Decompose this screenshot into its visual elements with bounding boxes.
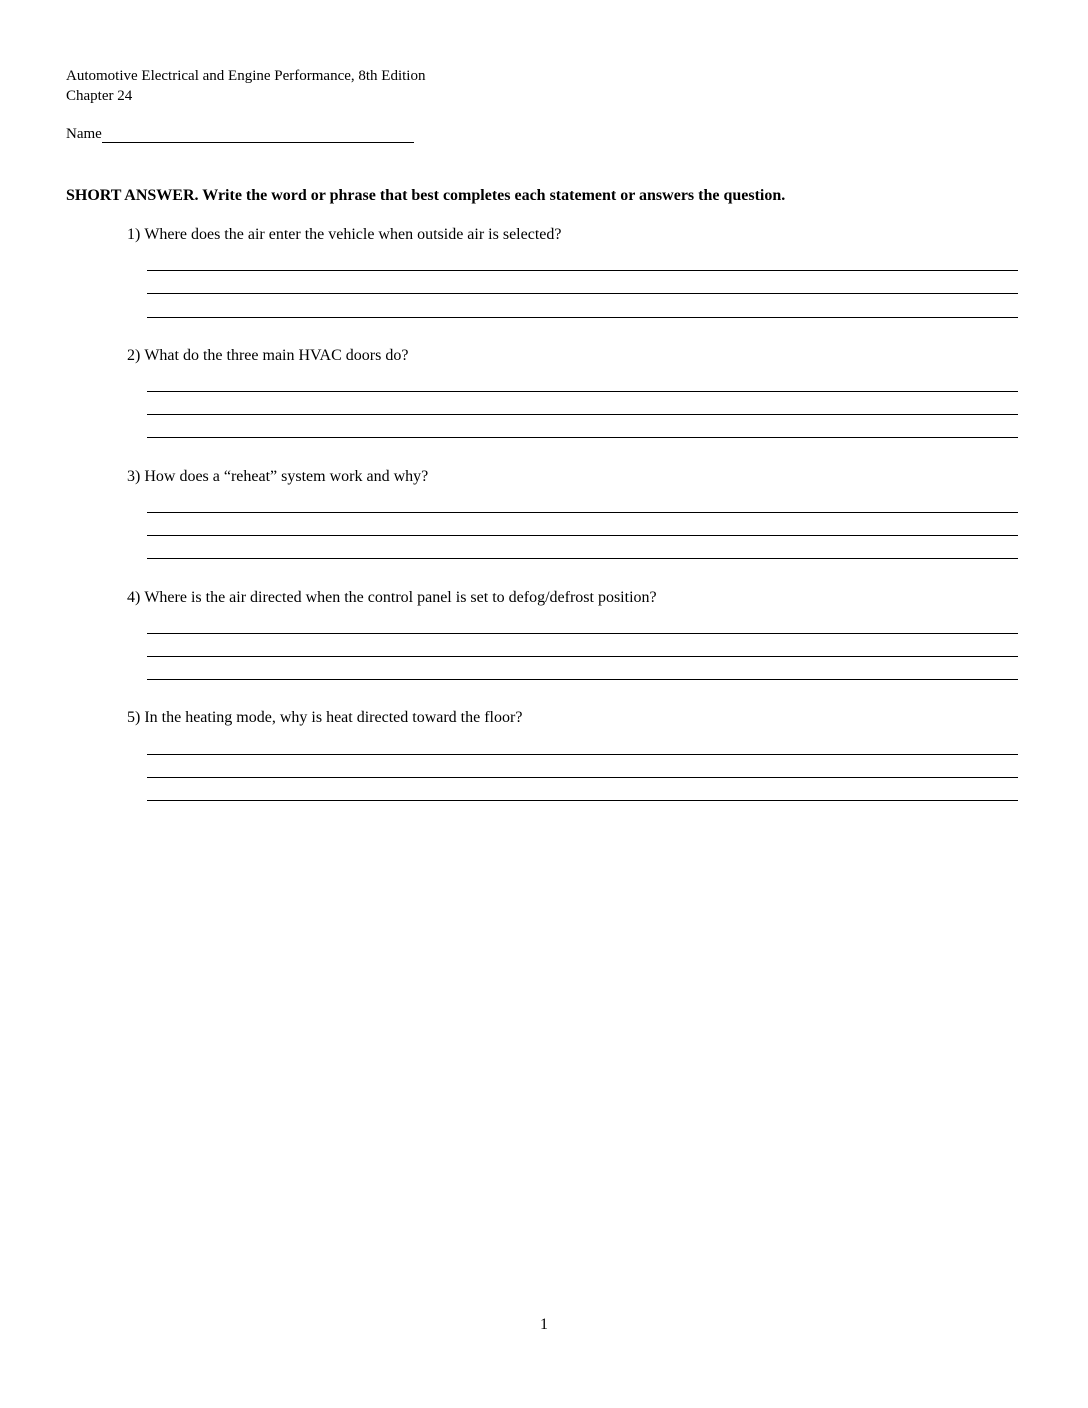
question-2 <box>127 346 408 366</box>
question-number: 3) <box>127 468 141 485</box>
book-title: Automotive Electrical and Engine Performance, 8th Edition <box>66 68 426 84</box>
question-text: What do the three main HVAC doors do? <box>144 347 409 364</box>
answer-line[interactable] <box>147 558 1018 559</box>
answer-line[interactable] <box>147 656 1018 657</box>
question-text: Where is the air directed when the control panel is set to defog/defrost position? <box>144 589 657 606</box>
name-blank-line[interactable] <box>102 126 414 143</box>
answer-line[interactable] <box>147 414 1018 415</box>
question-5 <box>127 708 522 728</box>
answer-line[interactable] <box>147 293 1018 294</box>
question-1 <box>127 225 561 245</box>
answer-line[interactable] <box>147 317 1018 318</box>
answer-line[interactable] <box>147 679 1018 680</box>
answer-line[interactable] <box>147 633 1018 634</box>
question-text: In the heating mode, why is heat directed toward the floor? <box>144 709 523 726</box>
answer-line[interactable] <box>147 535 1018 536</box>
question-text: How does a “reheat” system work and why? <box>144 468 429 485</box>
question-number: 1) <box>127 226 141 243</box>
question-number: 2) <box>127 347 141 364</box>
instructions: SHORT ANSWER. Write the word or phrase that best completes each statement or answers the question. <box>66 187 786 204</box>
chapter-label: Chapter 24 <box>66 88 133 104</box>
name-row <box>66 125 414 143</box>
answer-line[interactable] <box>147 437 1018 438</box>
answer-line[interactable] <box>147 391 1018 392</box>
page-number: 1 <box>540 1316 548 1333</box>
question-text: Where does the air enter the vehicle when outside air is selected? <box>144 226 562 243</box>
question-3 <box>127 467 428 487</box>
answer-line[interactable] <box>147 270 1018 271</box>
name-label: Name <box>66 126 102 142</box>
answer-line[interactable] <box>147 800 1018 801</box>
question-number: 4) <box>127 589 141 606</box>
answer-line[interactable] <box>147 512 1018 513</box>
question-number: 5) <box>127 709 141 726</box>
question-4 <box>127 588 657 608</box>
answer-line[interactable] <box>147 754 1018 755</box>
answer-line[interactable] <box>147 777 1018 778</box>
